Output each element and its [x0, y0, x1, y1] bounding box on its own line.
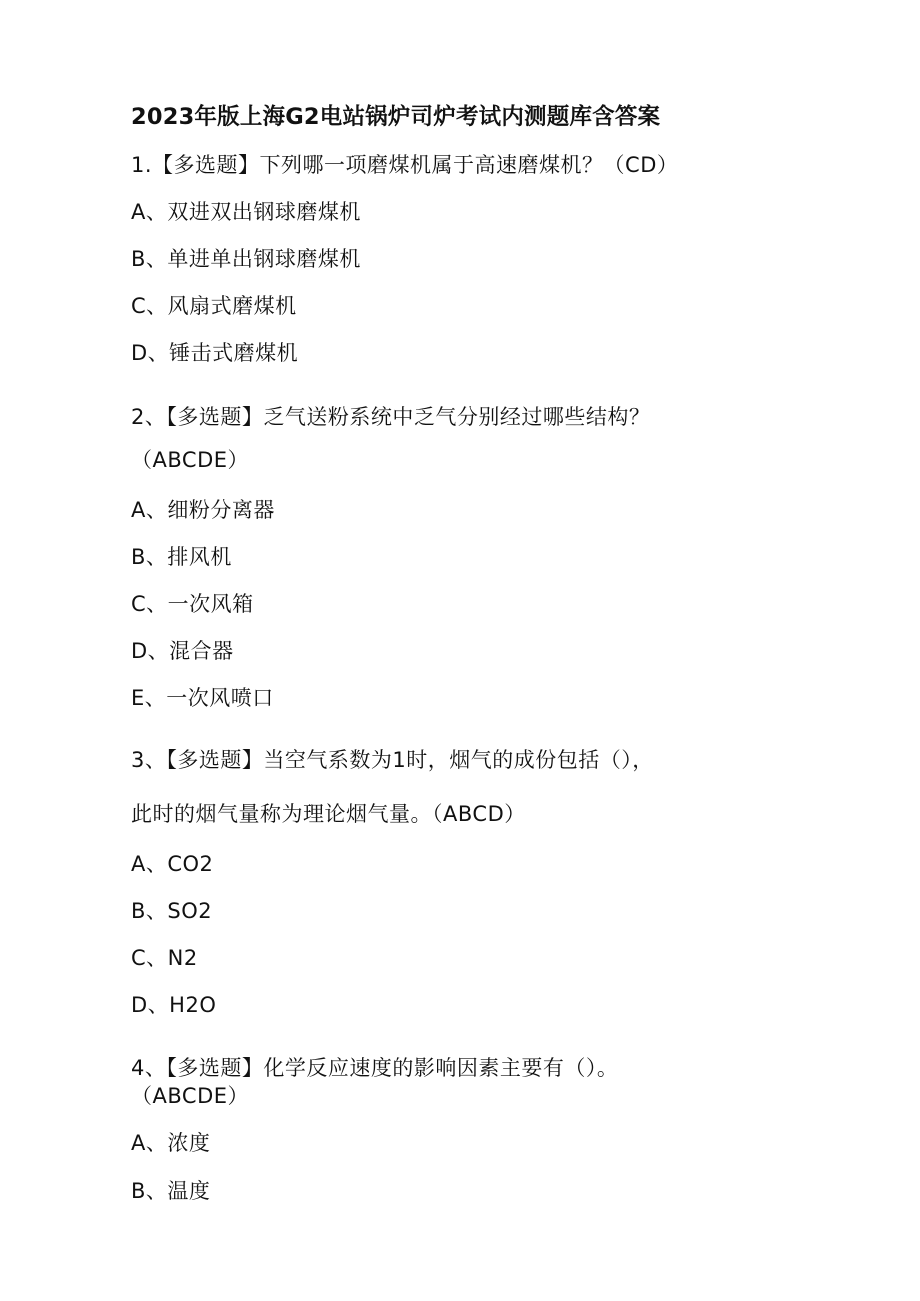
question-1-option-b: B、单进单出钢球磨煤机	[131, 247, 361, 271]
question-3-option-d: D、H2O	[131, 993, 217, 1017]
question-1-stem: 1.【多选题】下列哪一项磨煤机属于高速磨煤机？（CD）	[131, 153, 679, 177]
question-3-option-c: C、N2	[131, 946, 198, 970]
question-4-option-a: A、浓度	[131, 1131, 211, 1155]
question-3-stem-line-1: 3、【多选题】当空气系数为1时，烟气的成份包括（），	[131, 748, 654, 772]
question-4-stem-line-2: （ABCDE）	[131, 1084, 250, 1108]
question-4-option-b: B、温度	[131, 1179, 211, 1203]
question-2-stem-line-2: （ABCDE）	[131, 448, 250, 472]
question-3-option-a: A、CO2	[131, 852, 214, 876]
document-title: 2023年版上海G2电站锅炉司炉考试内测题库含答案	[131, 104, 661, 130]
question-1-option-d: D、锤击式磨煤机	[131, 341, 299, 365]
question-3-stem-line-2: 此时的烟气量称为理论烟气量。（ABCD）	[131, 802, 526, 826]
question-2-stem-line-1: 2、【多选题】乏气送粉系统中乏气分别经过哪些结构？	[131, 405, 651, 429]
question-2-option-a: A、细粉分离器	[131, 498, 275, 522]
question-2-option-c: C、一次风箱	[131, 592, 254, 616]
question-1-option-a: A、双进双出钢球磨煤机	[131, 200, 361, 224]
question-3-option-b: B、SO2	[131, 899, 213, 923]
question-2-option-d: D、混合器	[131, 639, 234, 663]
question-2-option-b: B、排风机	[131, 545, 232, 569]
question-4-stem-line-1: 4、【多选题】化学反应速度的影响因素主要有（）。	[131, 1056, 619, 1080]
question-2-option-e: E、一次风喷口	[131, 686, 274, 710]
question-1-option-c: C、风扇式磨煤机	[131, 294, 297, 318]
